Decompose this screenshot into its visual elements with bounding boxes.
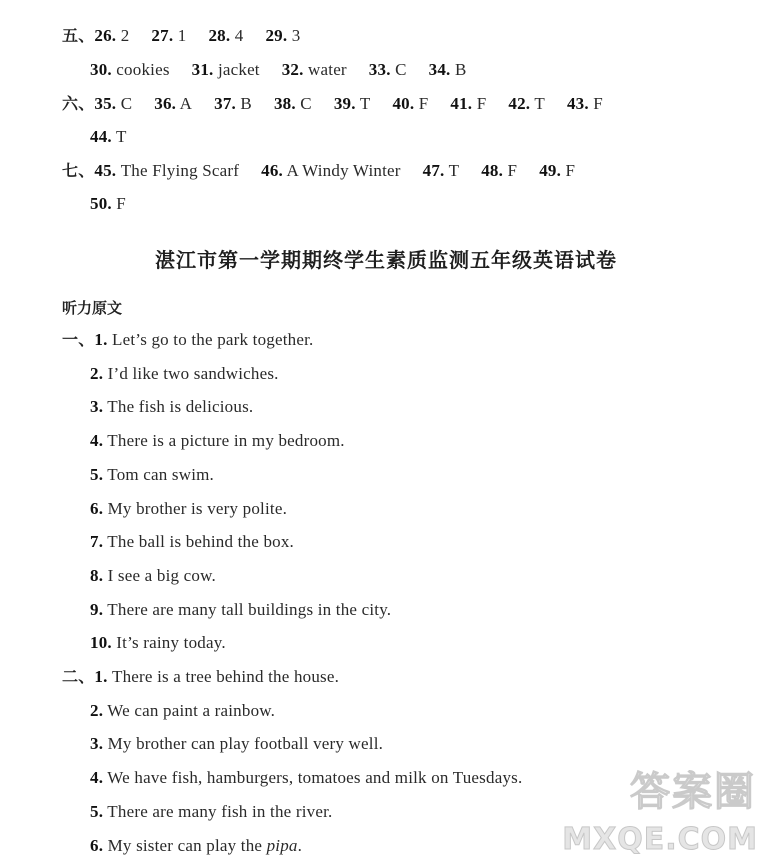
answer-value: jacket xyxy=(213,60,260,79)
answer-number: 33. xyxy=(368,60,391,79)
exam-title: 湛江市第一学期期终学生素质监测五年级英语试卷 xyxy=(155,248,617,272)
transcript-number: 2. xyxy=(90,700,104,720)
transcript-line xyxy=(90,531,294,553)
transcript-text: My brother can play football very well. xyxy=(103,734,384,754)
transcript-text: My sister can play the xyxy=(103,835,267,855)
answer-value: T xyxy=(355,94,371,113)
answer-value: B xyxy=(235,94,252,113)
answer-item xyxy=(392,94,428,113)
answer-value: F xyxy=(588,94,603,113)
answer-value: 2 xyxy=(116,26,130,45)
transcript-number: 5. xyxy=(90,801,104,821)
answer-item xyxy=(94,94,132,113)
transcript-line xyxy=(90,498,287,520)
transcript-text: It’s rainy today. xyxy=(111,633,226,653)
answer-item xyxy=(192,60,260,79)
transcript-number: 3. xyxy=(90,734,104,754)
answer-value: cookies xyxy=(111,60,170,79)
transcript-line xyxy=(90,599,391,621)
answer-number: 27. xyxy=(151,26,174,45)
answer-value: C xyxy=(116,94,133,113)
answer-number: 45. xyxy=(94,161,117,180)
answer-number: 47. xyxy=(422,161,445,180)
answer-item xyxy=(274,94,312,113)
transcript-end: . xyxy=(297,835,303,855)
part-prefix: 二、 xyxy=(62,667,95,686)
transcript-line xyxy=(90,430,345,452)
transcript-line xyxy=(90,632,226,654)
answer-value: 1 xyxy=(173,26,187,45)
answer-item xyxy=(450,94,486,113)
answer-number: 44. xyxy=(90,127,112,146)
answer-value: The Flying Scarf xyxy=(116,161,240,180)
answer-value: F xyxy=(561,161,576,180)
answer-value: A xyxy=(176,94,193,113)
transcript-text: I see a big cow. xyxy=(103,565,216,585)
transcript-text: We can paint a rainbow. xyxy=(103,700,276,720)
transcript-number: 8. xyxy=(90,565,104,585)
section6-row2 xyxy=(90,126,127,148)
transcript-italic: pipa xyxy=(266,835,298,855)
transcript-number: 9. xyxy=(90,599,104,619)
section6-row1-answers xyxy=(94,94,603,113)
transcript-number: 1. xyxy=(94,330,108,349)
transcript-number: 6. xyxy=(90,835,104,855)
answer-number: 29. xyxy=(265,26,288,45)
transcript-number: 2. xyxy=(90,363,104,383)
transcript-number: 4. xyxy=(90,768,104,788)
answer-value: 4 xyxy=(230,26,244,45)
transcript-number: 5. xyxy=(90,464,104,484)
transcript-line xyxy=(62,329,313,351)
section5-row2 xyxy=(90,59,467,81)
answer-number: 46. xyxy=(261,161,283,180)
answer-item xyxy=(265,26,300,45)
answer-number: 40. xyxy=(392,94,415,113)
watermark-top-text: 答案圈 xyxy=(630,769,756,815)
answer-value: C xyxy=(295,94,312,113)
answer-item xyxy=(151,26,186,45)
answer-item xyxy=(261,161,401,180)
answer-number: 39. xyxy=(333,94,356,113)
answer-number: 36. xyxy=(154,94,177,113)
transcript-line xyxy=(90,464,214,486)
answer-value: T xyxy=(530,94,545,113)
watermark-bottom-text: MXQE.COM xyxy=(562,822,758,857)
answer-item xyxy=(423,161,460,180)
section6-row2-answers xyxy=(90,127,127,146)
answer-number: 35. xyxy=(94,94,117,113)
answer-value: C xyxy=(390,60,407,79)
transcript-line xyxy=(90,767,522,789)
answer-item xyxy=(539,161,575,180)
section7-row2 xyxy=(90,193,126,215)
answer-number: 31. xyxy=(191,60,214,79)
answer-item xyxy=(369,60,407,79)
answer-value: T xyxy=(444,161,460,180)
transcript-text: There is a picture in my bedroom. xyxy=(103,431,345,451)
section5-prefix: 五、 xyxy=(62,26,95,45)
answer-value: A Windy Winter xyxy=(282,161,401,180)
transcript-line xyxy=(90,801,332,823)
answer-number: 32. xyxy=(281,60,304,79)
answer-number: 48. xyxy=(481,161,504,180)
answer-value: F xyxy=(111,194,126,213)
answer-number: 30. xyxy=(90,60,112,79)
answer-value: water xyxy=(303,60,347,79)
answer-number: 50. xyxy=(90,194,112,213)
transcript-line xyxy=(90,733,383,755)
transcript-number: 3. xyxy=(90,397,104,417)
transcript-text: The ball is behind the box. xyxy=(103,532,294,552)
section5-row1 xyxy=(62,25,300,47)
transcript-text: I’d like two sandwiches. xyxy=(103,363,279,383)
answer-item xyxy=(429,60,467,79)
answer-item xyxy=(208,26,243,45)
answer-value: F xyxy=(503,161,518,180)
answer-number: 41. xyxy=(450,94,473,113)
transcript-number: 4. xyxy=(90,431,104,451)
transcript-text: Tom can swim. xyxy=(103,464,214,484)
answer-number: 28. xyxy=(208,26,231,45)
section5-row1-answers xyxy=(94,26,300,45)
transcript-text: Let’s go to the park together. xyxy=(107,330,314,349)
transcript-number: 1. xyxy=(94,667,108,686)
answer-item xyxy=(90,194,126,213)
answer-item xyxy=(481,161,517,180)
listening-heading: 听力原文 xyxy=(62,299,123,317)
transcript-line xyxy=(90,835,302,857)
answer-value: F xyxy=(472,94,487,113)
answer-item xyxy=(282,60,347,79)
section6-prefix: 六、 xyxy=(62,94,95,113)
answer-item xyxy=(90,127,127,146)
answer-item xyxy=(94,26,129,45)
transcript-text: There are many fish in the river. xyxy=(103,801,333,821)
answer-number: 37. xyxy=(214,94,236,113)
section6-row1 xyxy=(62,93,603,115)
answer-value: F xyxy=(414,94,429,113)
transcript-line xyxy=(62,666,339,688)
answer-item xyxy=(567,94,603,113)
answer-number: 43. xyxy=(566,94,589,113)
transcript-number: 6. xyxy=(90,498,104,518)
answer-item xyxy=(154,94,192,113)
answer-item xyxy=(214,94,252,113)
answer-number: 38. xyxy=(273,94,296,113)
transcript-number: 10. xyxy=(90,633,112,653)
section5-row2-answers xyxy=(90,60,467,79)
answer-number: 42. xyxy=(508,94,531,113)
answer-value: B xyxy=(450,60,467,79)
transcript-text: There is a tree behind the house. xyxy=(107,667,340,686)
transcript-line xyxy=(90,363,279,385)
section7-row1 xyxy=(62,160,575,182)
answer-number: 34. xyxy=(428,60,451,79)
answer-value: T xyxy=(111,127,127,146)
transcript-text: We have fish, hamburgers, tomatoes and milk on Tuesdays. xyxy=(103,768,523,788)
transcript-text: My brother is very polite. xyxy=(103,498,288,518)
section7-prefix: 七、 xyxy=(62,161,95,180)
answer-item xyxy=(94,161,239,180)
transcript-text: There are many tall buildings in the city. xyxy=(103,599,392,619)
answer-item xyxy=(334,94,371,113)
transcript-line xyxy=(90,565,216,587)
answer-number: 26. xyxy=(94,26,117,45)
watermark-logo xyxy=(556,761,766,861)
part-prefix: 一、 xyxy=(62,330,95,349)
transcript-number: 7. xyxy=(90,532,104,552)
section7-row2-answers xyxy=(90,194,126,213)
answer-item xyxy=(90,60,170,79)
transcript-line xyxy=(90,396,253,418)
answer-item xyxy=(508,94,545,113)
transcript-text: The fish is delicious. xyxy=(103,397,254,417)
answer-number: 49. xyxy=(539,161,562,180)
transcript-line xyxy=(90,700,275,722)
answer-value: 3 xyxy=(287,26,301,45)
section7-row1-answers xyxy=(94,161,575,180)
